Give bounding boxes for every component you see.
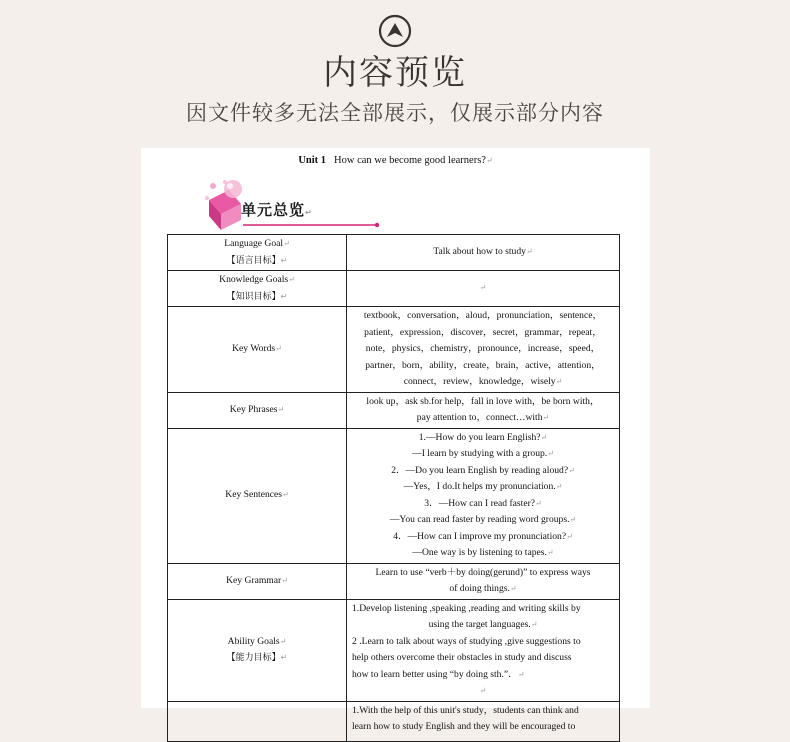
- table-row: [168, 701, 620, 741]
- table-row: [168, 392, 620, 428]
- row-label-language-goal: Language Goal↵ 【语言目标】↵: [168, 235, 347, 271]
- unit-number: Unit 1: [298, 155, 327, 166]
- row-label-key-words: Key Words↵: [168, 307, 347, 393]
- table-row: [168, 307, 620, 393]
- chevron-up-circle-icon: [378, 14, 412, 48]
- unit-overview-label: 单元总览↵: [241, 201, 313, 219]
- document-preview: [141, 148, 650, 732]
- table-row: [168, 235, 620, 271]
- row-label-knowledge-goals: Knowledge Goals↵ 【知识目标】↵: [168, 271, 347, 307]
- row-label-key-phrases: Key Phrases↵: [168, 392, 347, 428]
- row-content-knowledge-goals: ↵: [347, 271, 620, 307]
- row-content-language-goal: Talk about how to study↵: [347, 235, 620, 271]
- row-label-key-sentences: Key Sentences↵: [168, 428, 347, 563]
- row-content-key-words: textbook，conversation，aloud，pronunciation，sentence， patient，expression，discover，secret，grammar，repeat， note，physics，chemistry，pronounce，increase，speed， partner，born，ability，create，brain，active，attention， connect，review，knowledge，wisely↵: [347, 307, 620, 393]
- row-content-key-sentences: 1.—How do you learn English?↵ —I learn by studying with a group.↵ 2．—Do you learn English by reading aloud?↵ —Yes，I do.It helps my pronunciation.↵ 3．—How can I read faster?↵ —You can read faster by reading word groups.↵ 4．—How can I improve my pronunciation?↵ —One way is by listening to tapes.↵: [347, 428, 620, 563]
- paragraph-mark: ↵: [485, 156, 493, 165]
- page-subtitle: 因文件较多无法全部展示，仅展示部分内容: [186, 101, 604, 125]
- row-content-key-grammar: Learn to use “verb＋by doing(gerund)” to express ways of doing things.↵: [347, 563, 620, 599]
- row-label-key-grammar: Key Grammar↵: [168, 563, 347, 599]
- unit-question: How can we become good learners?: [334, 155, 486, 166]
- page-title: 内容预览: [323, 53, 467, 93]
- unit-title: [141, 155, 650, 166]
- unit-summary-table: [167, 234, 620, 742]
- row-label-ability-goals: Ability Goals↵ 【能力目标】↵: [168, 599, 347, 701]
- row-content-key-phrases: look up，ask sb.for help，fall in love with，be born with， pay attention to，connect…with↵: [347, 392, 620, 428]
- table-row: [168, 271, 620, 307]
- table-row: [168, 428, 620, 563]
- row-content-truncated: 1.With the help of this unit's study，students can think and learn how to study English and they will be encouraged to: [347, 701, 620, 741]
- table-row: [168, 599, 620, 701]
- row-content-ability-goals: 1.Develop listening ,speaking ,reading and writing skills by using the target languages.↵ 2 .Learn to talk about ways of studying ,give suggestions to help others overcome their obstacles in study and discuss how to learn better using “by doing sth.”．↵ ↵: [347, 599, 620, 701]
- table-row: [168, 563, 620, 599]
- row-label-truncated: [168, 701, 347, 741]
